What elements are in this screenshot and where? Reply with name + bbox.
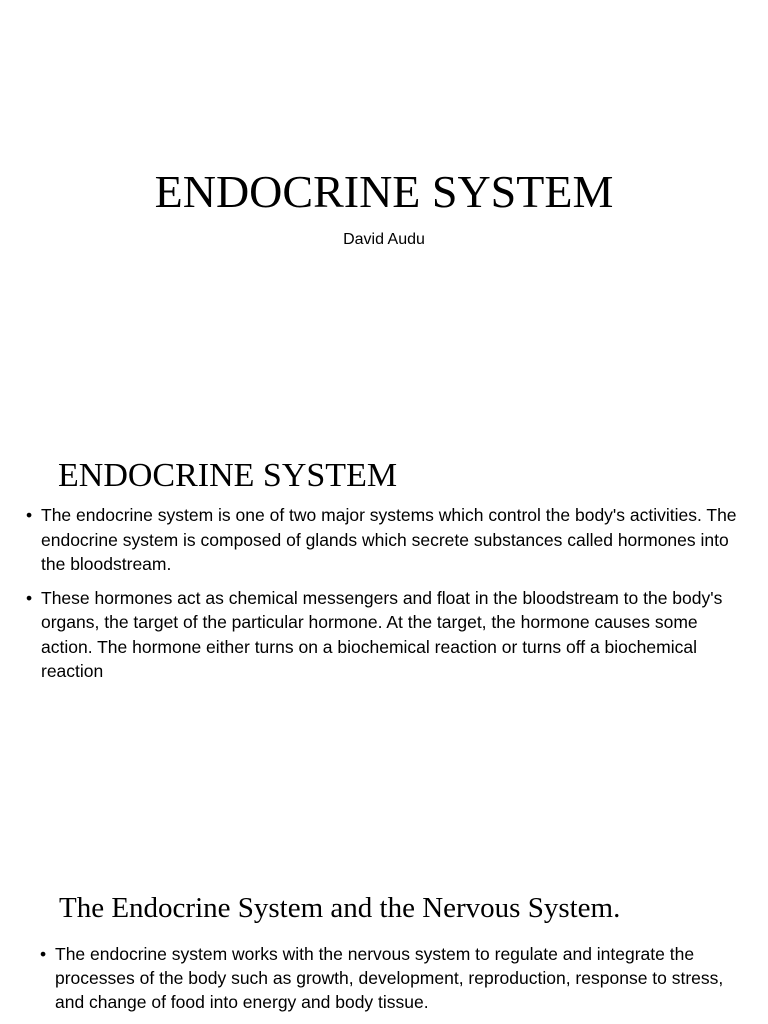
bullet-text: The endocrine system works with the nervous system to regulate and integrate the processes of the body such as growth, development, reproduction, response to stress, and change of food into energy and body tissue.	[55, 944, 724, 1012]
bullet-item	[38, 942, 748, 1014]
bullet-text: These hormones act as chemical messengers and float in the bloodstream to the body's organs, the target of the particular hormone. At the target, the hormone causes some action. The hormone either turns on a biochemical reaction or turns off a biochemical reaction	[41, 587, 723, 681]
content-slide-endocrine-and-nervous	[0, 864, 768, 1024]
slide-subtitle-author: David Audu	[343, 231, 425, 248]
bullet-marker: •	[26, 505, 33, 525]
title-slide	[0, 0, 768, 432]
bullet-marker: •	[26, 587, 33, 608]
bullet-list	[38, 942, 748, 1023]
slide-title: ENDOCRINE SYSTEM	[154, 166, 614, 217]
bullet-item	[24, 503, 754, 577]
bullet-text: The endocrine system is one of two major systems which control the body's activities. The endocrine system is composed of glands which secrete substances called hormones into the bloodstream.	[41, 505, 737, 574]
slide-heading: ENDOCRINE SYSTEM	[58, 457, 398, 494]
slide-heading: The Endocrine System and the Nervous System.	[59, 892, 621, 924]
content-slide-endocrine-system	[0, 432, 768, 864]
bullet-marker: •	[40, 944, 47, 964]
bullet-item	[24, 586, 754, 684]
bullet-list	[24, 503, 754, 693]
